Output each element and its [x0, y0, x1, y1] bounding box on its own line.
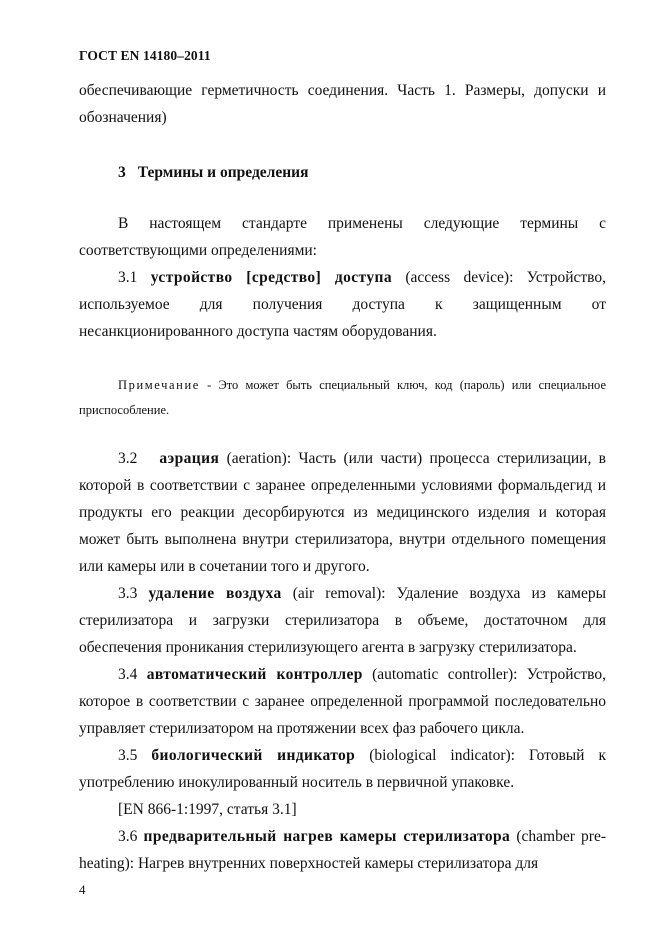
- term-name: устройство [средство] доступа: [150, 269, 393, 286]
- term-definition: (aeration): Часть (или части) процесса стерилизации, в которой в соответствии с заранее определенными условиями формальдегид и продукты его реакции десорбируются из медицинского изделия и которая может быть выполнена внутри стерилизатора, внутри отдельного помещения или камеры или в сочетании того и другого.: [79, 450, 606, 575]
- term-definition: (biological indicator): Готовый к употреблению инокулированный носитель в первичной упаковке.: [79, 747, 607, 791]
- term-entry-3-6: [79, 823, 606, 877]
- term-number: 3.2: [118, 450, 138, 467]
- term-entry-3-4: [79, 661, 606, 742]
- term-number: 3.4: [118, 666, 138, 683]
- document-header: ГОСТ EN 14180–2011: [79, 48, 211, 63]
- term-number: 3.5: [118, 747, 138, 764]
- note-label: Примечание: [118, 378, 200, 392]
- term-number: 3.3: [118, 585, 138, 602]
- term-definition: (automatic controller): Устройство, которое в соответствии с заранее определенной программой последовательно управляет стерилизатором на протяжении всех фаз рабочего цикла.: [79, 666, 606, 737]
- continuation-paragraph: обеспечивающие герметичность соединения. Часть 1. Размеры, допуски и обозначения): [79, 82, 606, 126]
- term-name: предварительный нагрев камеры стерилизатора: [143, 828, 511, 845]
- section-number: 3: [118, 164, 126, 181]
- section-title: Термины и определения: [137, 164, 309, 181]
- note-paragraph: [79, 373, 606, 423]
- term-name: биологический индикатор: [151, 747, 356, 764]
- term-name: автоматический контроллер: [146, 666, 363, 683]
- term-number: 3.6: [118, 828, 138, 845]
- reference-line: [EN 866-1:1997, статья 3.1]: [118, 801, 297, 818]
- term-entry-3-5: [79, 742, 606, 796]
- term-entry-3-3: [79, 580, 606, 661]
- term-entry-3-2: [79, 445, 606, 580]
- term-definition: (access device): Устройство, используемое для получения доступа к защищенным от несанкционированного доступа частям оборудования.: [79, 269, 607, 340]
- term-definition: (chamber pre-heating): Нагрев внутренних поверхностей камеры стерилизатора для: [79, 828, 606, 872]
- term-name: аэрация: [159, 450, 220, 467]
- section-heading: [79, 159, 606, 186]
- term-name: удаление воздуха: [148, 585, 282, 602]
- page-number: 4: [79, 882, 86, 897]
- term-number: 3.1: [118, 269, 138, 286]
- note-text: - Это может быть специальный ключ, код (пароль) или специальное приспособление.: [79, 378, 606, 417]
- term-definition: (air removal): Удаление воздуха из камеры стерилизатора и загрузки стерилизатора в объеме, достаточном для обеспечения проникания стерилизующего агента в загрузку стерилизатора.: [79, 585, 606, 656]
- document-body: [79, 77, 606, 877]
- intro-paragraph: В настоящем стандарте применены следующие термины с соответствующими определениями:: [79, 215, 606, 259]
- term-entry-3-1: [79, 264, 606, 345]
